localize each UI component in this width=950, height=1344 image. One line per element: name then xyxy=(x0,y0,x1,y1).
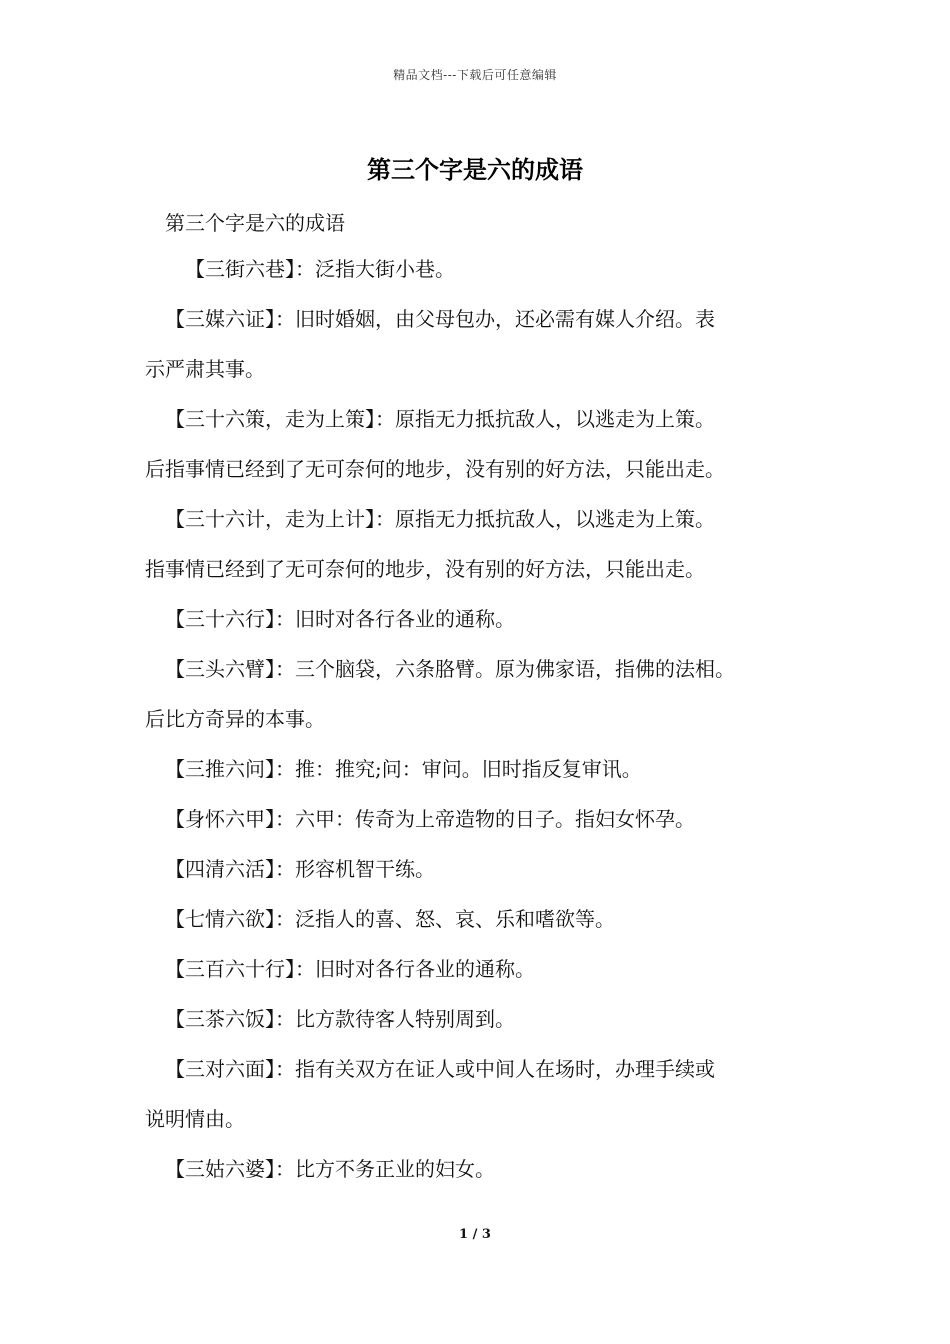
entry-line xyxy=(145,644,825,694)
document-title: 第三个字是六的成语 xyxy=(367,155,583,184)
entry-line xyxy=(145,1044,825,1094)
entry-line xyxy=(145,894,825,944)
entry-line xyxy=(145,594,825,644)
entry-definition: 形容机智干练。 xyxy=(295,857,435,881)
entry-line xyxy=(145,994,825,1044)
entry-definition: 推：推究;问：审问。旧时指反复审讯。 xyxy=(295,757,642,781)
entry-definition: 旧时对各行各业的通称。 xyxy=(315,957,535,981)
entry-definition: 旧时婚姻，由父母包办，还必需有媒人介绍。表 xyxy=(295,307,715,331)
entry-line xyxy=(145,494,825,544)
entry-definition: 六甲：传奇为上帝造物的日子。指妇女怀孕。 xyxy=(295,807,695,831)
entry-term: 【三推六问】： xyxy=(165,757,295,781)
entry-definition: 三个脑袋，六条胳臂。原为佛家语，指佛的法相。 xyxy=(295,657,735,681)
entry-continuation: 后比方奇异的本事。 xyxy=(145,707,325,731)
entry-term: 【三茶六饭】： xyxy=(165,1007,295,1031)
entry-line xyxy=(145,844,825,894)
entry-continuation: 说明情由。 xyxy=(145,1107,245,1131)
entry-term: 【三百六十行】： xyxy=(165,957,315,981)
entry-definition: 泛指大街小巷。 xyxy=(315,257,455,281)
entry-term: 【三十六行】： xyxy=(165,607,295,631)
page-header: 精品文档---下载后可任意编辑 xyxy=(393,68,557,82)
entry-line xyxy=(145,294,825,344)
entry-term: 【三头六臂】： xyxy=(165,657,295,681)
entry-term: 【三街六巷】： xyxy=(185,257,315,281)
entry-continuation: 示严肃其事。 xyxy=(145,357,265,381)
entry-term: 【四清六活】： xyxy=(165,857,295,881)
entry-definition: 比方不务正业的妇女。 xyxy=(295,1157,495,1181)
entry-line xyxy=(145,244,825,294)
entry-line xyxy=(145,794,825,844)
entry-definition: 指有关双方在证人或中间人在场时，办理手续或 xyxy=(295,1057,715,1081)
entry-definition: 原指无力抵抗敌人，以逃走为上策。 xyxy=(395,507,715,531)
entry-line xyxy=(145,1144,825,1194)
entry-term: 【三十六策，走为上策】： xyxy=(165,407,395,431)
entry-term: 【三媒六证】： xyxy=(165,307,295,331)
entry-definition: 比方款待客人特别周到。 xyxy=(295,1007,515,1031)
entry-line xyxy=(145,394,825,444)
entry-continuation: 后指事情已经到了无可奈何的地步，没有别的好方法，只能出走。 xyxy=(145,457,725,481)
entry-term: 【七情六欲】： xyxy=(165,907,295,931)
entry-line xyxy=(145,744,825,794)
entry-continuation: 指事情已经到了无可奈何的地步，没有别的好方法，只能出走。 xyxy=(145,557,705,581)
idiom-list xyxy=(145,244,825,1194)
current-page: 1 xyxy=(459,1227,469,1242)
entry-term: 【三十六计，走为上计】： xyxy=(165,507,395,531)
page-separator: / xyxy=(472,1227,478,1242)
entry-definition: 泛指人的喜、怒、哀、乐和嗜欲等。 xyxy=(295,907,615,931)
document-subtitle: 第三个字是六的成语 xyxy=(165,211,345,235)
page-number xyxy=(0,1227,950,1242)
entry-term: 【身怀六甲】： xyxy=(165,807,295,831)
entry-term: 【三姑六婆】： xyxy=(165,1157,295,1181)
entry-line xyxy=(145,944,825,994)
total-pages: 3 xyxy=(481,1227,491,1242)
entry-definition: 原指无力抵抗敌人，以逃走为上策。 xyxy=(395,407,715,431)
entry-definition: 旧时对各行各业的通称。 xyxy=(295,607,515,631)
entry-term: 【三对六面】： xyxy=(165,1057,295,1081)
